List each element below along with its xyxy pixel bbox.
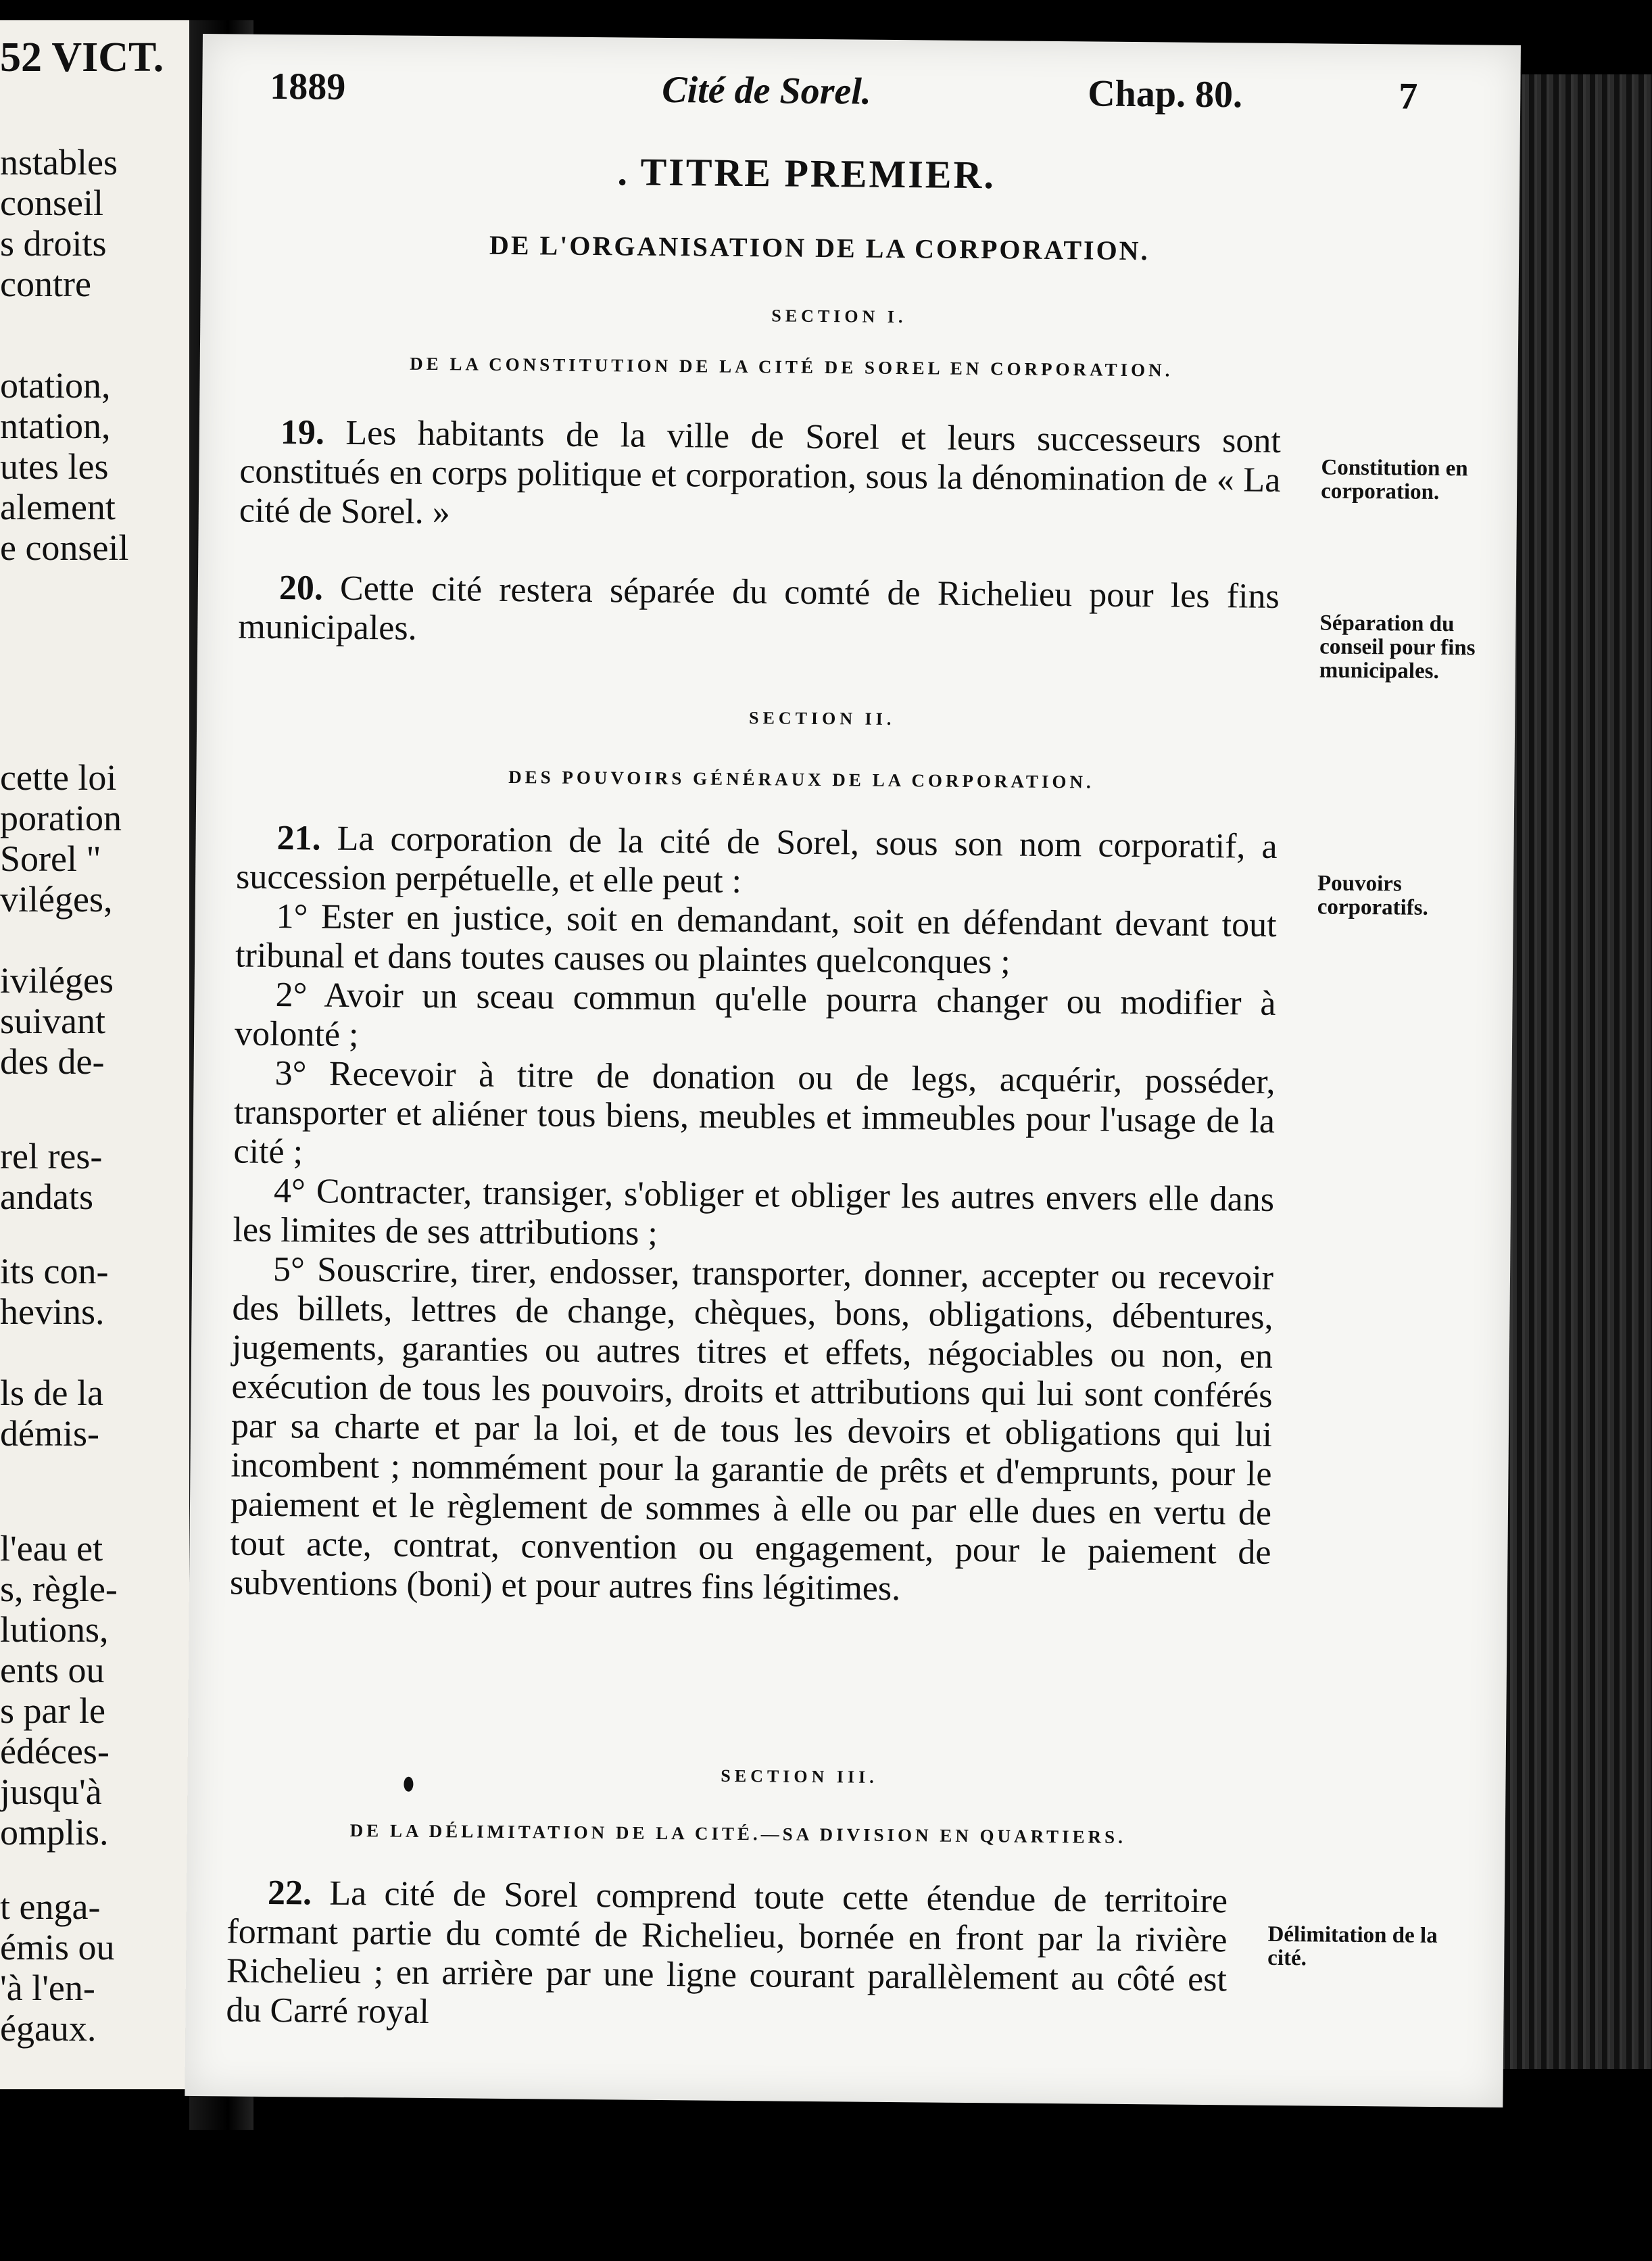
facing-page-line: andats <box>0 1176 93 1217</box>
facing-page-line: ntation, <box>0 406 111 446</box>
article-21-number: 21. <box>276 819 321 858</box>
facing-page-line: des de- <box>0 1041 105 1082</box>
article-21-item: 5° Souscrire, tirer, endosser, transporter, donner, accepter ou recevoir des billets, lettres de change, chèques, bons, obligations, débentures, jugements, garanties ou autres titres et effets, négociables ou non, en exécution de tous les pouvoirs, droits et attributions qui lui sont conférés par sa charte et par la loi, et de tous les devoirs et obligations qui lui incombent ; nommément pour la garantie de prêts et d'emprunts, pour le paiement et le règlement de sommes à elle ou par elle dues en vertu de tout acte, contrat, convention ou engagement, pour le paiement de subventions (boni) et pour autres fins légitimes. <box>229 1250 1274 1609</box>
main-page <box>185 34 1521 2108</box>
article-20-number: 20. <box>278 569 324 608</box>
margin-note-19: Constitution en corporation. <box>1321 455 1468 504</box>
section-1-label: SECTION I. <box>771 306 907 327</box>
facing-page-line: e conseil <box>0 527 129 568</box>
facing-page-line: s, règle- <box>0 1569 118 1609</box>
article-21 <box>230 818 1278 1611</box>
facing-page-line: cette loi <box>0 757 117 798</box>
facing-page-line: s par le <box>0 1690 105 1731</box>
page-number: 7 <box>1398 75 1418 118</box>
facing-page-line: t enga- <box>0 1886 101 1927</box>
article-22-text: La cité de Sorel comprend toute cette étendue de territoire formant partie du comté de Richelieu, bornée en front par la rivière Richelieu ; en arrière par une ligne courant parallèlement au côté est du Carré royal <box>226 1874 1228 2032</box>
facing-page-line: émis ou <box>0 1927 115 1968</box>
facing-page-line: s droits <box>0 223 107 264</box>
header-title: Cité de Sorel. <box>662 68 872 113</box>
facing-page-line: édéces- <box>0 1731 110 1771</box>
facing-page-line: égaux. <box>0 2008 97 2049</box>
facing-page-line: iviléges <box>0 960 114 1001</box>
article-19 <box>239 413 1281 540</box>
article-22-number: 22. <box>267 1873 312 1913</box>
article-21-item: 4° Contracter, transiger, s'obliger et obliger les autres envers elle dans les limites de ses attributions ; <box>233 1171 1275 1253</box>
facing-page-line: lutions, <box>0 1609 109 1650</box>
margin-note-20: Séparation du conseil pour fins municipales. <box>1319 611 1476 684</box>
facing-page-line: 'à l'en- <box>0 1968 95 2008</box>
header-chapter: Chap. 80. <box>1088 72 1243 116</box>
margin-note-22: Délimitation de la cité. <box>1267 1922 1438 1971</box>
page-stack-edge <box>1501 74 1652 2069</box>
article-21-text: La corporation de la cité de Sorel, sous son nom corporatif, a succession perpétuelle, et elle peut : <box>235 819 1278 901</box>
facing-page-line: suivant <box>0 1001 105 1041</box>
facing-page <box>0 20 189 2089</box>
article-20-text: Cette cité restera séparée du comté de Richelieu pour les fins municipales. <box>238 569 1280 648</box>
margin-note-21: Pouvoirs corporatifs. <box>1317 871 1428 920</box>
facing-page-line: otation, <box>0 365 111 406</box>
article-20 <box>238 568 1280 655</box>
article-19-number: 19. <box>280 413 325 452</box>
facing-page-line: utes les <box>0 446 109 487</box>
facing-page-line: alement <box>0 487 116 527</box>
article-19-text: Les habitants de la ville de Sorel et leurs successeurs sont constitués en corps politique et corporation, sous la dénomination de « La cité de Sorel. » <box>239 413 1282 532</box>
facing-page-line: ls de la <box>0 1373 103 1413</box>
subtitle-heading: DE L'ORGANISATION DE LA CORPORATION. <box>489 229 1150 266</box>
section-3-title: DE LA DÉLIMITATION DE LA CITÉ.—SA DIVISION EN QUARTIERS. <box>349 1820 1127 1848</box>
ink-dot <box>404 1777 413 1792</box>
facing-page-line: nstables <box>0 142 118 183</box>
facing-page-line: démis- <box>0 1413 99 1454</box>
facing-page-line: jusqu'à <box>0 1771 102 1812</box>
header-year: 1889 <box>270 65 346 108</box>
section-2-label: SECTION II. <box>748 708 896 729</box>
facing-page-line: l'eau et <box>0 1528 103 1569</box>
facing-page-header: 52 VICT. <box>0 34 164 80</box>
facing-page-line: omplis. <box>0 1812 109 1853</box>
facing-page-line: its con- <box>0 1251 109 1291</box>
facing-page-line: ents ou <box>0 1650 105 1690</box>
section-3-label: SECTION III. <box>721 1765 878 1787</box>
section-2-title: DES POUVOIRS GÉNÉRAUX DE LA CORPORATION. <box>508 766 1094 792</box>
facing-page-line: viléges, <box>0 879 113 920</box>
article-21-item: 1° Ester en justice, soit en demandant, soit en défendant devant tout tribunal et dans toutes causes ou plaintes quelconques ; <box>235 897 1277 982</box>
facing-page-line: contre <box>0 264 91 304</box>
article-21-item: 2° Avoir un sceau commun qu'elle pourra changer ou modifier à volonté ; <box>234 975 1276 1055</box>
article-21-item: 3° Recevoir à titre de donation ou de legs, acquérir, posséder, transporter et aliéner tous biens, meubles et immeubles pour l'usage de la cité ; <box>233 1053 1276 1172</box>
facing-page-line: rel res- <box>0 1136 103 1176</box>
titre-heading: . TITRE PREMIER. <box>617 149 996 197</box>
facing-page-line: hevins. <box>0 1291 105 1332</box>
section-1-title: DE LA CONSTITUTION DE LA CITÉ DE SOREL EN CORPORATION. <box>410 353 1173 381</box>
facing-page-line: Sorel " <box>0 838 101 879</box>
facing-page-line: poration <box>0 798 122 838</box>
facing-page-line: conseil <box>0 183 103 223</box>
article-22 <box>226 1873 1228 2039</box>
